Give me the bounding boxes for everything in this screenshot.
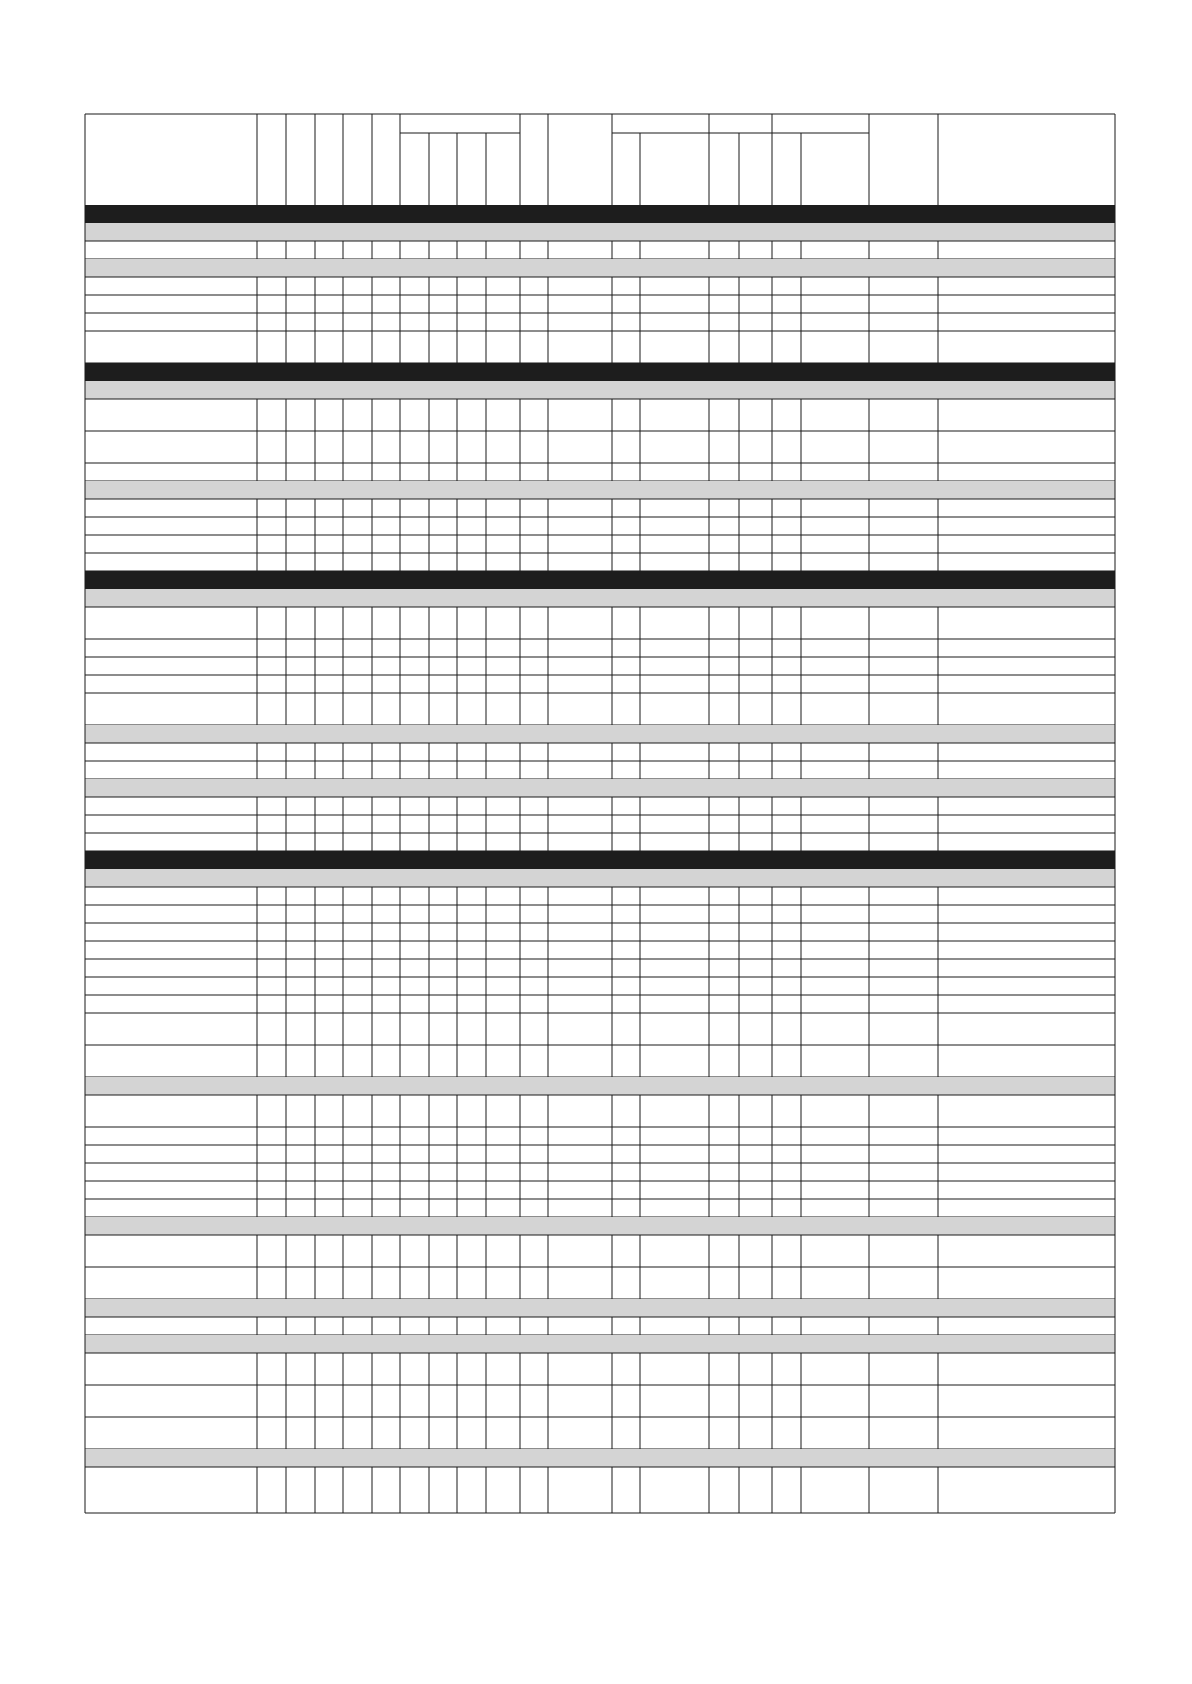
subsection-header-bar: [85, 725, 1115, 743]
table-row[interactable]: [85, 295, 1115, 313]
table-row[interactable]: [85, 331, 1115, 363]
table-row[interactable]: [85, 463, 1115, 481]
section-header-bar: [85, 571, 1115, 589]
subsection-header-bar: [85, 1299, 1115, 1317]
table-row[interactable]: [85, 1045, 1115, 1077]
table-row[interactable]: [85, 905, 1115, 923]
table-row[interactable]: [85, 761, 1115, 779]
table-row[interactable]: [85, 607, 1115, 639]
table-row[interactable]: [85, 1467, 1115, 1513]
subsection-header-bar: [85, 589, 1115, 607]
table-row[interactable]: [85, 499, 1115, 517]
table-row[interactable]: [85, 241, 1115, 259]
subsection-header-bar: [85, 1077, 1115, 1095]
table-row[interactable]: [85, 277, 1115, 295]
table-row[interactable]: [85, 815, 1115, 833]
table-row[interactable]: [85, 1317, 1115, 1335]
subsection-header-bar: [85, 223, 1115, 241]
section-header-bar: [85, 363, 1115, 381]
table-row[interactable]: [85, 1199, 1115, 1217]
subsection-header-bar: [85, 481, 1115, 499]
table-row[interactable]: [85, 553, 1115, 571]
table-row[interactable]: [85, 1163, 1115, 1181]
table-row[interactable]: [85, 995, 1115, 1013]
table-row[interactable]: [85, 657, 1115, 675]
table-row[interactable]: [85, 535, 1115, 553]
table-row[interactable]: [85, 639, 1115, 657]
table-row[interactable]: [85, 743, 1115, 761]
subsection-header-bar: [85, 1335, 1115, 1353]
subsection-header-bar: [85, 779, 1115, 797]
subsection-header-bar: [85, 869, 1115, 887]
table-row[interactable]: [85, 1095, 1115, 1127]
subsection-header-bar: [85, 259, 1115, 277]
table-row[interactable]: [85, 923, 1115, 941]
table-row[interactable]: [85, 1267, 1115, 1299]
table-row[interactable]: [85, 887, 1115, 905]
table-row[interactable]: [85, 399, 1115, 431]
subsection-header-bar: [85, 1449, 1115, 1467]
section-header-bar: [85, 205, 1115, 223]
table-row[interactable]: [85, 675, 1115, 693]
section-header-bar: [85, 851, 1115, 869]
subsection-header-bar: [85, 381, 1115, 399]
table-row[interactable]: [85, 1127, 1115, 1145]
table-row[interactable]: [85, 1385, 1115, 1417]
table-row[interactable]: [85, 1013, 1115, 1045]
table-row[interactable]: [85, 833, 1115, 851]
subsection-header-bar: [85, 1217, 1115, 1235]
table-row[interactable]: [85, 431, 1115, 463]
table-row[interactable]: [85, 313, 1115, 331]
table-row[interactable]: [85, 517, 1115, 535]
table-row[interactable]: [85, 977, 1115, 995]
table-row[interactable]: [85, 1353, 1115, 1385]
table-row[interactable]: [85, 797, 1115, 815]
table-row[interactable]: [85, 1235, 1115, 1267]
table-row[interactable]: [85, 959, 1115, 977]
table-row[interactable]: [85, 1145, 1115, 1163]
table-row[interactable]: [85, 1417, 1115, 1449]
table-row[interactable]: [85, 941, 1115, 959]
table-row[interactable]: [85, 1181, 1115, 1199]
table-row[interactable]: [85, 693, 1115, 725]
